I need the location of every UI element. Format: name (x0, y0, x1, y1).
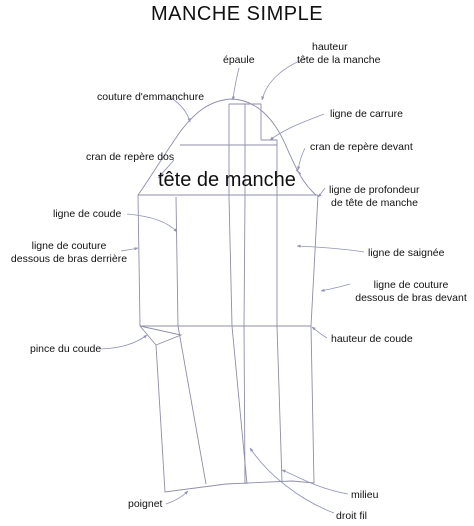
label-profondeur-1: ligne de profondeur (329, 184, 420, 196)
leader-cran-devant (298, 148, 305, 170)
label-poignet: poignet (128, 498, 163, 510)
leader-pince-coude (101, 335, 147, 349)
front-line (277, 197, 282, 482)
leader-ligne-carrure (270, 114, 324, 140)
center-label: tête de manche (158, 169, 296, 191)
leader-profondeur (318, 188, 325, 197)
label-hauteur-tete-2: tête de la manche (297, 54, 381, 66)
leader-hauteur-coude (312, 327, 327, 338)
page-title: MANCHE SIMPLE (150, 3, 324, 25)
label-cran-dos: cran de repère dos (86, 151, 175, 163)
label-couture-devant-1: ligne de couture (373, 279, 449, 291)
label-profondeur-2: de tête de manche (331, 197, 418, 209)
label-couture-devant-2: dessous de bras devant (355, 292, 467, 304)
label-ligne-carrure: ligne de carrure (330, 108, 403, 120)
leader-saignee (297, 246, 364, 252)
label-couture-emmanchure: couture d'emmanchure (97, 91, 205, 103)
label-couture-derriere-2: dessous de bras derrière (10, 253, 128, 265)
label-saignee: ligne de saignée (368, 247, 445, 259)
label-hauteur-tete-1: hauteur (312, 41, 348, 53)
leader-poignet (166, 491, 188, 504)
label-hauteur-coude: hauteur de coude (331, 333, 413, 345)
label-ligne-coude: ligne de coude (53, 208, 122, 220)
leader-couture-devant (321, 284, 350, 291)
label-pince-coude: pince du coude (30, 343, 102, 355)
sleeve-outline (138, 195, 318, 492)
leader-ligne-coude (127, 214, 177, 232)
label-droit-fil: droit fil (336, 510, 367, 522)
label-epaule: épaule (223, 54, 255, 66)
label-cran-devant: cran de repère devant (310, 141, 413, 153)
grain-line (244, 197, 245, 484)
leader-epaule (233, 68, 239, 100)
leader-droit-fil (250, 448, 334, 513)
front-notch-mark (296, 170, 301, 174)
label-milieu: milieu (351, 489, 379, 501)
back-seam-line (176, 197, 206, 484)
label-couture-derriere-1: ligne de couture (31, 240, 107, 252)
